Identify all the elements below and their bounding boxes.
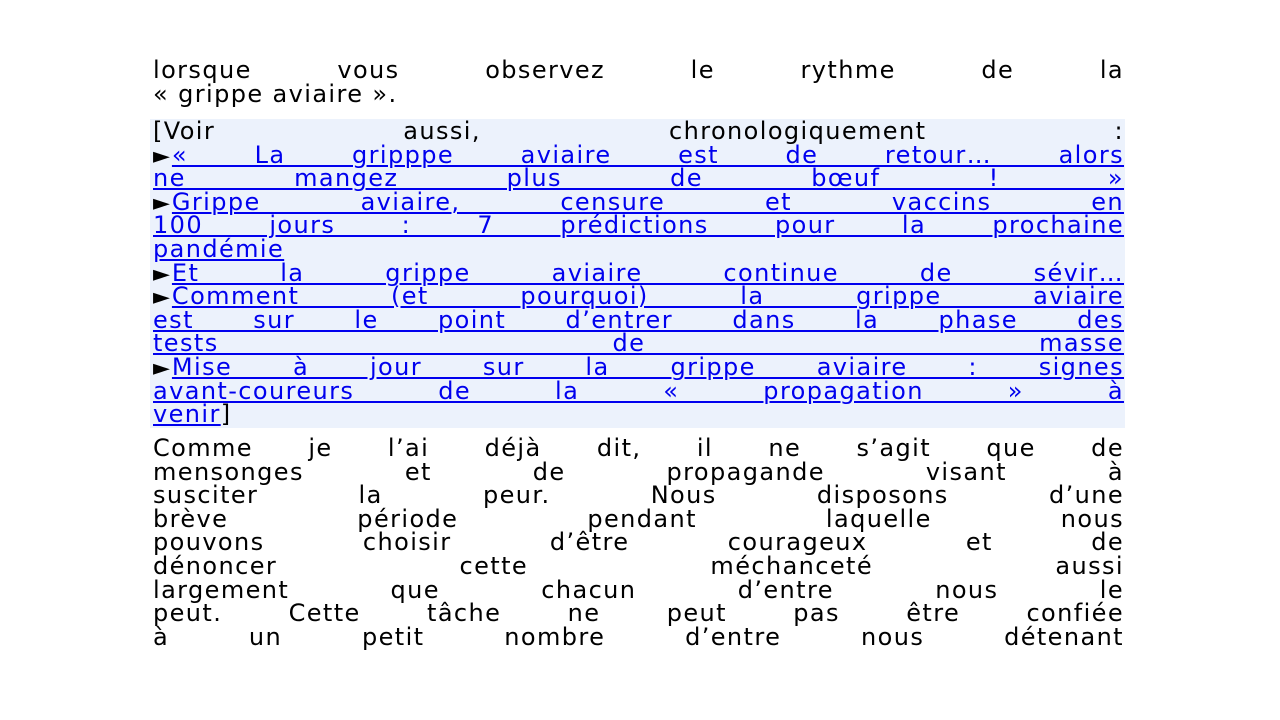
see-also-item-5-line-2 [153, 376, 1124, 405]
see-also-item-5-line-3 [153, 400, 1124, 429]
body-line-3: susciter la peur. Nous disposons d’une [153, 481, 1124, 510]
bullet-arrow-icon: ► [153, 190, 170, 216]
intro-line-1: lorsque vous observez le rythme de la [153, 56, 1124, 84]
see-also-close-bracket: ] [220, 400, 232, 429]
bullet-arrow-icon: ► [153, 355, 170, 381]
bullet-arrow-icon: ► [153, 143, 170, 169]
link-predictions[interactable]: Grippe aviaire, censure et vaccins en [171, 187, 1124, 216]
body-line-6: dénoncer cette méchanceté aussi [153, 551, 1124, 580]
intro-line-2: « grippe aviaire ». [153, 79, 398, 108]
body-line-2: mensonges et de propagande visant à [153, 457, 1124, 486]
link-mise-a-jour[interactable]: Mise à jour sur la grippe aviaire : signes [171, 352, 1124, 381]
link-grippe-retour-cont[interactable]: ne mangez plus de bœuf ! » [153, 164, 1124, 193]
bullet-arrow-icon: ► [153, 285, 170, 311]
body-line-7: largement que chacun d’entre nous le [153, 575, 1124, 604]
bullet-arrow-icon: ► [153, 261, 170, 287]
link-continue-sevir[interactable]: Et la grippe aviaire continue de sévir… [171, 258, 1124, 287]
link-mise-a-jour-end[interactable]: venir [153, 400, 221, 429]
body-line-8: peut. Cette tâche ne peut pas être confiée [153, 599, 1124, 628]
body-paragraph [153, 434, 1124, 651]
see-also-heading: [Voir aussi, chronologiquement : [153, 117, 1124, 145]
body-line-4: brève période pendant laquelle nous [153, 504, 1124, 533]
see-also-list [153, 117, 1124, 429]
body-line-9: à un petit nombre d’entre nous détenant [153, 622, 1124, 651]
link-tests-masse[interactable]: Comment (et pourquoi) la grippe aviaire [171, 282, 1124, 311]
see-also-item-2-line-2 [153, 211, 1124, 240]
link-grippe-retour[interactable]: « La gripppe aviaire est de retour… alors [171, 140, 1124, 169]
link-mise-a-jour-cont[interactable]: avant-coureurs de la « propagation » à [153, 376, 1124, 405]
intro-paragraph [153, 56, 1124, 108]
link-predictions-end[interactable]: pandémie [153, 234, 285, 263]
link-tests-masse-end[interactable]: tests de masse [153, 329, 1124, 358]
link-predictions-cont[interactable]: 100 jours : 7 prédictions pour la prochaine [153, 211, 1124, 240]
body-line-5: pouvons choisir d’être courageux et de [153, 528, 1124, 557]
body-line-1: Comme je l’ai déjà dit, il ne s’agit que de [153, 434, 1124, 462]
link-tests-masse-cont[interactable]: est sur le point d’entrer dans la phase des [153, 305, 1124, 334]
